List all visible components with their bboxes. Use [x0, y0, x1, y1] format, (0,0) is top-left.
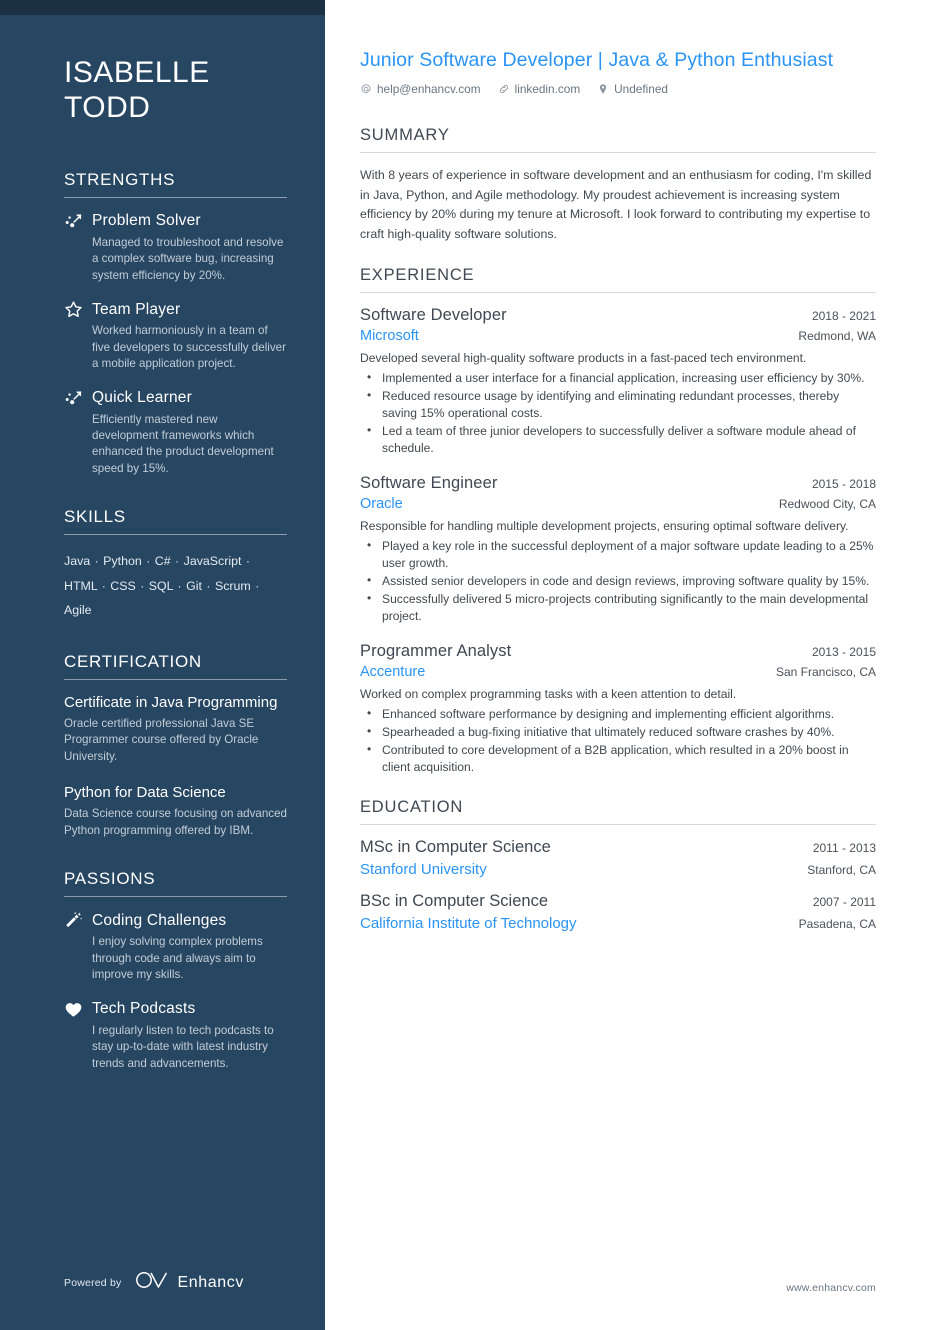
experience-bullet: • Spearheaded a bug-fixing initiative that ultimately reduced software crashes by 40%. — [360, 724, 876, 741]
contact-email-value: help@enhancv.com — [377, 81, 481, 96]
passion-title: Tech Podcasts — [92, 1000, 196, 1018]
experience-bullets — [360, 370, 876, 458]
experience-date: 2015 - 2018 — [811, 477, 876, 492]
education-divider — [360, 824, 876, 825]
sidebar — [0, 0, 325, 1330]
summary-section — [360, 126, 876, 244]
education-organization[interactable]: California Institute of Technology — [360, 915, 577, 933]
experience-bullet: • Implemented a user interface for a financial application, increasing user efficiency by 30%. — [360, 370, 876, 387]
experience-date: 2018 - 2021 — [811, 309, 876, 324]
experience-entry — [360, 642, 876, 776]
experience-bullet: • Played a key role in the successful deployment of a major software update leading to a 25% user growth. — [360, 538, 876, 572]
sidebar-top-bar — [0, 0, 325, 15]
candidate-last-name: TODD — [64, 91, 151, 125]
contact-linkedin-value: linkedin.com — [514, 81, 581, 96]
strength-item — [64, 212, 287, 284]
enhancv-logo-icon — [135, 1271, 169, 1294]
experience-bullets — [360, 706, 876, 777]
candidate-first-name: ISABELLE — [64, 56, 210, 89]
education-organization[interactable]: Stanford University — [360, 861, 487, 879]
experience-bullet: • Contributed to core development of a B2B application, which resulted in a 20% boost in client acquisition. — [360, 742, 876, 776]
passion-item — [64, 1000, 287, 1072]
growth-arrow-icon — [64, 389, 83, 408]
skills-heading: SKILLS — [64, 507, 126, 527]
experience-title: Software Developer — [360, 306, 507, 325]
experience-bullets — [360, 538, 876, 626]
contact-email[interactable] — [360, 82, 481, 96]
website-footer: www.enhancv.com — [786, 1282, 876, 1294]
certification-item — [64, 694, 287, 766]
contact-row — [360, 82, 876, 96]
certification-description: Data Science course focusing on advanced Python programming offered by IBM. — [64, 806, 287, 837]
experience-summary: Developed several high-quality software products in a fast-paced tech environment. — [360, 351, 807, 366]
powered-by-label: Powered by — [64, 1276, 122, 1289]
certification-divider — [64, 679, 287, 680]
education-location: Pasadena, CA — [798, 917, 876, 932]
growth-arrow-icon — [64, 212, 83, 231]
certification-description: Oracle certified professional Java SE Programmer course offered by Oracle University. — [64, 716, 259, 764]
experience-entry — [360, 306, 876, 457]
contact-location-value: Undefined — [614, 81, 668, 96]
experience-location: Redwood City, CA — [778, 497, 876, 512]
passion-description: I regularly listen to tech podcasts to stay up-to-date with latest industry trends and advancements. — [92, 1023, 274, 1070]
strength-description: Worked harmoniously in a team of five developers to successfully deliver a mobile application project. — [92, 324, 286, 371]
passions-heading: PASSIONS — [64, 869, 156, 889]
enhancv-brand-name: Enhancv — [177, 1273, 244, 1291]
experience-divider — [360, 292, 876, 293]
experience-title: Programmer Analyst — [360, 642, 512, 661]
experience-organization[interactable]: Microsoft — [360, 328, 419, 345]
strengths-section — [64, 170, 287, 478]
experience-entry — [360, 474, 876, 625]
skills-section — [64, 507, 287, 622]
star-outline-icon — [64, 300, 83, 319]
strength-title: Problem Solver — [92, 212, 201, 230]
passions-divider — [64, 896, 287, 897]
passion-item — [64, 911, 287, 983]
strengths-divider — [64, 197, 287, 198]
skills-divider — [64, 534, 287, 535]
strength-title: Quick Learner — [92, 389, 192, 406]
experience-location: San Francisco, CA — [775, 665, 876, 680]
certification-title: Certificate in Java Programming — [64, 693, 278, 711]
strength-description: Managed to troubleshoot and resolve a complex software bug, increasing system efficiency by 20%. — [92, 235, 284, 282]
sidebar-footer — [64, 1271, 244, 1294]
experience-organization[interactable]: Accenture — [360, 664, 426, 681]
education-entry — [360, 838, 876, 878]
education-heading: EDUCATION — [360, 798, 464, 817]
location-pin-icon — [597, 83, 609, 95]
strength-title: Team Player — [92, 300, 181, 318]
education-location: Stanford, CA — [807, 863, 876, 878]
summary-divider — [360, 152, 876, 153]
contact-location — [597, 82, 668, 96]
contact-linkedin[interactable] — [498, 82, 581, 96]
link-icon — [498, 83, 510, 95]
experience-date: 2013 - 2015 — [811, 645, 876, 660]
experience-organization[interactable]: Oracle — [360, 496, 403, 513]
passion-title: Coding Challenges — [92, 911, 227, 929]
strengths-heading: STRENGTHS — [64, 169, 176, 189]
at-sign-icon — [360, 83, 372, 95]
experience-location: Redmond, WA — [798, 329, 876, 344]
experience-bullet: • Assisted senior developers in code and design reviews, improving software quality by 15%. — [360, 573, 876, 590]
enhancv-brand — [135, 1271, 243, 1294]
certification-title: Python for Data Science — [64, 784, 226, 802]
certification-heading: CERTIFICATION — [64, 651, 202, 671]
education-title: MSc in Computer Science — [360, 838, 551, 857]
experience-title: Software Engineer — [360, 474, 498, 493]
experience-heading: EXPERIENCE — [360, 266, 475, 285]
education-title: BSc in Computer Science — [360, 892, 549, 911]
experience-summary: Worked on complex programming tasks with a keen attention to detail. — [360, 687, 737, 702]
strength-description: Efficiently mastered new development frameworks which enhanced the product development speed by 15%. — [92, 412, 274, 475]
certification-item — [64, 784, 287, 839]
experience-bullet: • Led a team of three junior developers to successfully deliver a software module ahead of schedule. — [360, 423, 876, 457]
education-section — [360, 798, 876, 932]
strength-item — [64, 300, 287, 372]
education-date: 2011 - 2013 — [812, 841, 876, 856]
heart-filled-icon — [64, 1000, 83, 1019]
main-content — [325, 0, 940, 1330]
job-title: Junior Software Developer | Java & Python Enthusiast — [360, 49, 834, 71]
magic-wand-icon — [64, 911, 83, 930]
experience-bullet: • Enhanced software performance by designing and implementing efficient algorithms. — [360, 706, 876, 723]
education-entry — [360, 892, 876, 932]
summary-text: With 8 years of experience in software development and an enthusiasm for coding, I'm skilled in Java, Python, and Agile methodology. My proudest achievement is increasing system efficiency by 20% during my tenure at Microsoft. I look forward to contributing my expertise to craft high-quality software solutions. — [360, 167, 872, 241]
certification-section — [64, 652, 287, 839]
experience-bullet: • Reduced resource usage by identifying and eliminating redundant processes, thereby saving 15% operational costs. — [360, 388, 876, 422]
passions-section — [64, 869, 287, 1072]
experience-summary: Responsible for handling multiple development projects, ensuring optimal software delivery. — [360, 519, 849, 534]
candidate-name — [64, 55, 287, 126]
experience-bullet: • Successfully delivered 5 micro-projects contributing significantly to the main developmental project. — [360, 591, 876, 625]
summary-heading: SUMMARY — [360, 125, 450, 144]
experience-section — [360, 266, 876, 776]
education-date: 2007 - 2011 — [812, 895, 876, 910]
strength-item — [64, 389, 287, 478]
passion-description: I enjoy solving complex problems through code and always aim to improve my skills. — [92, 935, 263, 982]
skills-list: Java · Python · C# · JavaScript · HTML · CSS · SQL · Git · Scrum · Agile — [64, 554, 260, 617]
